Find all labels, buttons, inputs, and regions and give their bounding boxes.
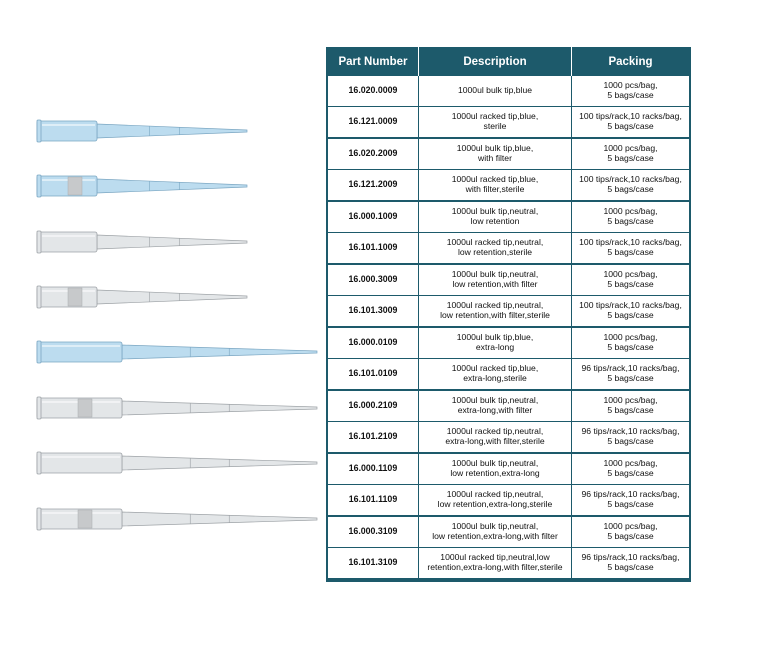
table-row [328, 391, 689, 422]
packing-line: 1000 pcs/bag, [603, 80, 658, 91]
description-line: extra-long,with filter [457, 405, 533, 415]
packing-cell [572, 76, 689, 107]
table-row [328, 454, 689, 485]
table-header-row [328, 47, 689, 76]
description-cell [419, 359, 572, 391]
description-cell [419, 485, 572, 517]
description-line: 1000ul racked tip,blue, [451, 111, 539, 122]
description-cell [419, 233, 572, 265]
table-row [328, 548, 689, 579]
description-line: 1000ul bulk tip,blue, [456, 143, 534, 154]
description-line: low retention,with filter,sterile [440, 310, 550, 320]
filter-plug [78, 510, 92, 528]
pipette-tip [37, 175, 247, 197]
table-row [328, 485, 689, 517]
description-line: 1000ul bulk tip,blue, [456, 332, 534, 343]
packing-cell [572, 107, 689, 139]
header-description: Description [419, 47, 572, 76]
filter-plug [68, 288, 82, 306]
packing-cell [572, 517, 689, 548]
packing-line: 96 tips/rack,10 racks/bag, [581, 363, 680, 374]
pipette-tip [37, 341, 317, 363]
packing-line: 100 tips/rack,10 racks/bag, [579, 111, 682, 122]
header-packing: Packing [572, 47, 689, 76]
table-row [328, 265, 689, 296]
packing-line: 1000 pcs/bag, [603, 458, 658, 469]
packing-line: 100 tips/rack,10 racks/bag, [579, 300, 682, 311]
packing-line: 1000 pcs/bag, [603, 206, 658, 217]
description-cell [419, 76, 572, 107]
pipette-tip [37, 508, 317, 530]
packing-line: 1000 pcs/bag, [603, 332, 658, 343]
description-line: low retention [470, 216, 520, 226]
packing-cell [572, 391, 689, 422]
description-cell [419, 107, 572, 139]
pipette-tip [37, 120, 247, 142]
packing-line: 5 bags/case [607, 342, 654, 352]
part-number-cell: 16.020.0009 [328, 76, 419, 107]
packing-cell [572, 454, 689, 485]
part-number-cell: 16.121.2009 [328, 170, 419, 202]
part-number-cell: 16.121.0009 [328, 107, 419, 139]
description-cell [419, 296, 572, 328]
description-line: with filter,sterile [465, 184, 525, 194]
description-line: low retention,sterile [457, 247, 533, 257]
packing-line: 5 bags/case [607, 405, 654, 415]
filter-plug [68, 177, 82, 195]
part-number-cell: 16.101.2109 [328, 422, 419, 454]
table-row [328, 422, 689, 454]
description-line: low retention,extra-long,sterile [437, 499, 553, 509]
description-cell [419, 422, 572, 454]
packing-cell [572, 233, 689, 265]
packing-line: 5 bags/case [607, 153, 654, 163]
packing-cell [572, 485, 689, 517]
packing-cell [572, 548, 689, 579]
description-line: 1000ul racked tip,neutral, [446, 426, 544, 437]
description-line: 1000ul bulk tip,neutral, [451, 521, 539, 532]
part-number-cell: 16.000.2109 [328, 391, 419, 422]
description-cell [419, 454, 572, 485]
description-cell [419, 548, 572, 579]
packing-line: 1000 pcs/bag, [603, 143, 658, 154]
part-number-cell: 16.000.3109 [328, 517, 419, 548]
packing-line: 5 bags/case [607, 373, 654, 383]
packing-line: 5 bags/case [607, 531, 654, 541]
part-number-cell: 16.000.1009 [328, 202, 419, 233]
pipette-tip [37, 231, 247, 253]
description-cell [419, 328, 572, 359]
part-number-cell: 16.020.2009 [328, 139, 419, 170]
packing-cell [572, 328, 689, 359]
packing-line: 5 bags/case [607, 499, 654, 509]
product-table [326, 47, 691, 582]
packing-line: 1000 pcs/bag, [603, 269, 658, 280]
description-line: retention,extra-long,with filter,sterile [427, 562, 563, 572]
packing-line: 5 bags/case [607, 90, 654, 100]
description-line: 1000ul bulk tip,neutral, [451, 269, 539, 280]
packing-line: 5 bags/case [607, 184, 654, 194]
part-number-cell: 16.000.3009 [328, 265, 419, 296]
filter-plug [78, 399, 92, 417]
description-line: sterile [483, 121, 507, 131]
packing-line: 1000 pcs/bag, [603, 521, 658, 532]
part-number-cell: 16.101.1009 [328, 233, 419, 265]
part-number-cell: 16.000.1109 [328, 454, 419, 485]
description-line: 1000ul bulk tip,neutral, [451, 458, 539, 469]
table-row [328, 233, 689, 265]
part-number-cell: 16.101.3009 [328, 296, 419, 328]
description-line: extra-long,with filter,sterile [445, 436, 545, 446]
part-number-cell: 16.101.1109 [328, 485, 419, 517]
description-line: with filter [478, 153, 512, 163]
description-cell [419, 170, 572, 202]
part-number-cell: 16.000.0109 [328, 328, 419, 359]
table-row [328, 202, 689, 233]
description-line: 1000ul bulk tip,blue [457, 85, 533, 96]
packing-line: 1000 pcs/bag, [603, 395, 658, 406]
description-line: 1000ul racked tip,neutral,low [440, 552, 550, 563]
description-line: 1000ul racked tip,blue, [451, 363, 539, 374]
pipette-tips-illustration [0, 0, 326, 560]
packing-cell [572, 139, 689, 170]
description-cell [419, 517, 572, 548]
packing-cell [572, 422, 689, 454]
packing-cell [572, 296, 689, 328]
description-line: extra-long [475, 342, 515, 352]
header-part-number: Part Number [328, 47, 419, 76]
table-row [328, 107, 689, 139]
table-row [328, 170, 689, 202]
description-cell [419, 391, 572, 422]
packing-line: 96 tips/rack,10 racks/bag, [581, 426, 680, 437]
packing-cell [572, 170, 689, 202]
description-cell [419, 265, 572, 296]
pipette-tip [37, 397, 317, 419]
packing-line: 5 bags/case [607, 310, 654, 320]
table-row [328, 328, 689, 359]
table-row [328, 139, 689, 170]
table-row [328, 517, 689, 548]
packing-cell [572, 265, 689, 296]
packing-line: 5 bags/case [607, 216, 654, 226]
description-line: 1000ul racked tip,neutral, [446, 300, 544, 311]
packing-line: 5 bags/case [607, 279, 654, 289]
description-line: 1000ul racked tip,neutral, [446, 489, 544, 500]
packing-line: 5 bags/case [607, 436, 654, 446]
packing-line: 96 tips/rack,10 racks/bag, [581, 552, 680, 563]
part-number-cell: 16.101.0109 [328, 359, 419, 391]
table-row [328, 296, 689, 328]
packing-line: 100 tips/rack,10 racks/bag, [579, 237, 682, 248]
table-row [328, 359, 689, 391]
packing-cell [572, 359, 689, 391]
packing-line: 5 bags/case [607, 468, 654, 478]
description-line: 1000ul racked tip,neutral, [446, 237, 544, 248]
packing-line: 100 tips/rack,10 racks/bag, [579, 174, 682, 185]
description-line: 1000ul bulk tip,neutral, [451, 395, 539, 406]
description-line: low retention,with filter [452, 279, 538, 289]
pipette-tip [37, 452, 317, 474]
packing-line: 5 bags/case [607, 121, 654, 131]
description-line: 1000ul racked tip,blue, [451, 174, 539, 185]
description-cell [419, 139, 572, 170]
packing-line: 5 bags/case [607, 247, 654, 257]
packing-cell [572, 202, 689, 233]
packing-line: 5 bags/case [607, 562, 654, 572]
description-cell [419, 202, 572, 233]
pipette-tip [37, 286, 247, 308]
table-row [328, 76, 689, 107]
description-line: low retention,extra-long [450, 468, 540, 478]
packing-line: 96 tips/rack,10 racks/bag, [581, 489, 680, 500]
part-number-cell: 16.101.3109 [328, 548, 419, 579]
description-line: low retention,extra-long,with filter [432, 531, 558, 541]
description-line: extra-long,sterile [463, 373, 527, 383]
description-line: 1000ul bulk tip,neutral, [451, 206, 539, 217]
